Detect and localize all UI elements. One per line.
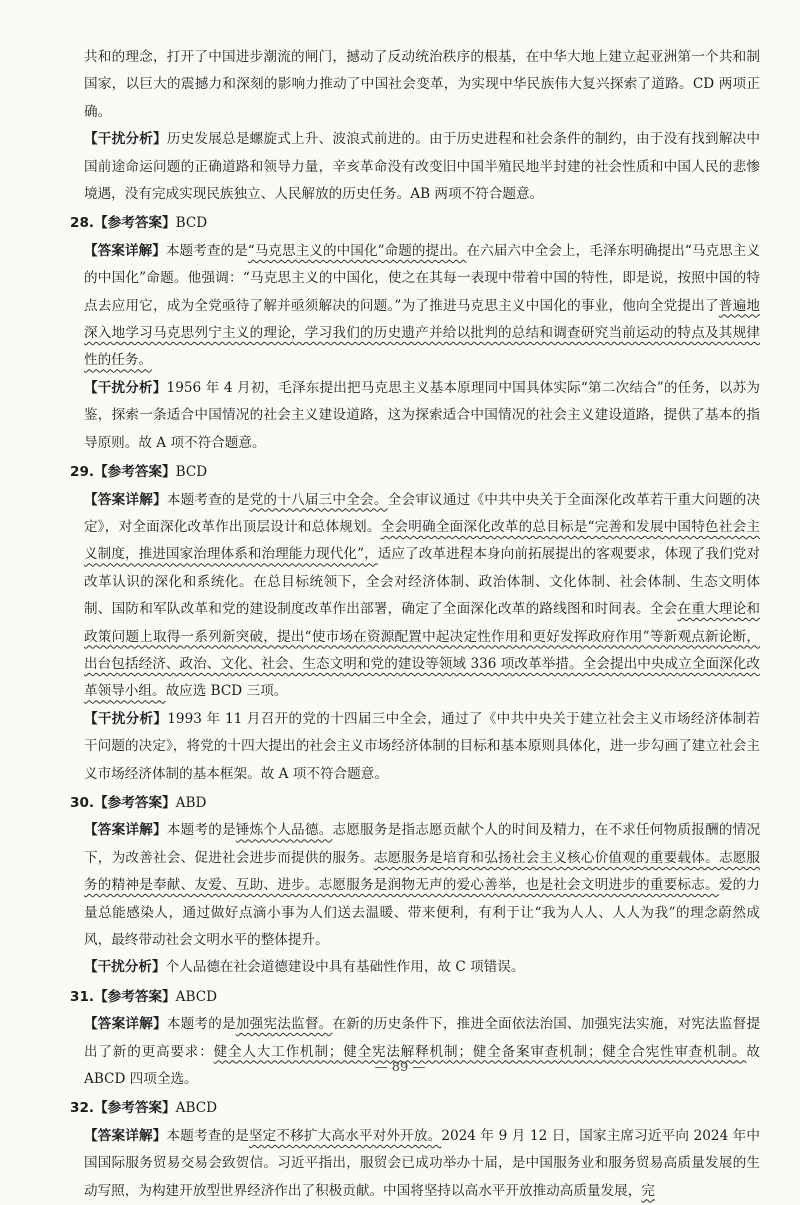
- question-31-answer: [70, 984, 760, 1011]
- answer-tag: 【参考答案】: [94, 464, 176, 481]
- interference-tag: 【干扰分析】: [84, 959, 166, 976]
- answer-value: ABCD: [175, 988, 218, 1005]
- paragraph-interference: [70, 126, 760, 208]
- underlined-text: 坚定不移扩大高水平对外开放。: [248, 1127, 442, 1144]
- text: 在六届六中全会上，毛泽东明确提出“马克思主义的中国化”命题。他强调：“马克思主义的中国化，使之在其每一表现中带着中国的特性，即是说，按照中国的特点去应用它，成为全党亟待了解并亟须解决的问题。”为了推进马克思主义中国化的事业，他向全党提出了: [84, 242, 761, 314]
- text: 适应了改革进程本身向前拓展提出的客观要求，体现了我们党对改革认识的深化和系统化。在总目标统领下，全会对经济体制、政治体制、文化体制、社会体制、生态文明体制、国防和军队改革和党的建设制度改革作出部署，确定了全面深化改革的路线图和时间表。全会: [84, 546, 761, 618]
- underlined-text: 志愿服务是培育和弘扬社会主义核心价值观的重要载体。志愿服务的精神是奉献、友爱、互助、进步。志愿服务是润物无声的爱心善举，也是社会文明进步的重要标志。: [84, 849, 761, 894]
- answer-page: [70, 44, 760, 1205]
- paragraph-continuation: [70, 44, 760, 126]
- question-32-answer: [70, 1095, 760, 1122]
- question-number: 28.: [70, 215, 95, 232]
- detail-tag: 【答案详解】: [84, 491, 167, 508]
- detail-tag: 【答案详解】: [84, 1127, 167, 1144]
- interference-tag: 【干扰分析】: [84, 379, 167, 396]
- text: 爱的力量总能感染人，通过做好点滴小事为人们送去温暖、带来便利，有利于让“我为人人、人人为我”的理念蔚然成风，最终带动社会文明水平的整体提升。: [84, 877, 761, 948]
- text: 共和的理念，打开了中国进步潮流的闸门，撼动了反动统治秩序的根基，在中华大地上建立起亚洲第一个共和制国家，以巨大的震撼力和深刻的影响力推动了中国社会变革，为实现中华民族伟大复兴探索了道路。CD 两项正确。: [84, 49, 760, 120]
- question-29-answer: [70, 459, 760, 486]
- underlined-text: 锤炼个人品德。: [235, 822, 333, 839]
- detail-tag: 【答案详解】: [84, 242, 166, 259]
- text: 本题考的是: [166, 822, 236, 839]
- underlined-text: 普遍地深入地学习马克思列宁主义的理论，学习我们的历史遗产并给以批判的总结和调查研究当前运动的特点及其规律性的任务。: [84, 297, 760, 369]
- underlined-text: 加强宪法监督。: [235, 1016, 333, 1033]
- answer-value: ABD: [175, 794, 207, 811]
- question-28-interference: [70, 375, 760, 457]
- answer-tag: 【参考答案】: [94, 794, 176, 811]
- underlined-text: 健全人大工作机制；健全宪法解释机制；健全备案审查机制；健全合宪性审查机制。: [213, 1043, 747, 1060]
- underlined-text: “马克思主义的中国化”命题的提出。: [247, 242, 467, 259]
- question-29-detail: [70, 487, 760, 706]
- interference-tag: 【干扰分析】: [84, 710, 168, 727]
- question-number: 30.: [70, 794, 95, 811]
- underlined-text: 完: [641, 1182, 655, 1199]
- text: 本题考查的是: [165, 242, 248, 259]
- underlined-text: 在重大理论和政策问题上取得一系列新突破，提出“使市场在资源配置中起决定性作用和更好发挥政府作用”等新观点新论断，出台包括经济、政治、文化、社会、生态文明和党的建设等领域 336 项改革举措。全会提出中央成立全面深化改革领导小组。: [84, 601, 761, 700]
- detail-tag: 【答案详解】: [84, 1016, 167, 1033]
- question-30-detail: [70, 817, 760, 954]
- question-31-detail: [70, 1011, 760, 1093]
- detail-tag: 【答案详解】: [84, 822, 167, 839]
- question-number: 32.: [70, 1100, 95, 1117]
- text: 个人品德在社会道德建设中具有基础性作用，故 C 项错误。: [165, 959, 525, 976]
- question-28-detail: [70, 238, 760, 375]
- question-30-answer: [70, 790, 760, 817]
- text: 本题考查的是: [166, 491, 250, 508]
- question-32-detail: [70, 1123, 760, 1205]
- text: 历史发展总是螺旋式上升、波浪式前进的。由于历史进程和社会条件的制约，由于没有找到解决中国前途命运问题的正确道路和领导力量，辛亥革命没有改变旧中国半殖民地半封建的社会性质和中国人民的悲惨境遇，没有完成实现民族独立、人民解放的历史任务。AB 两项不符合题意。: [84, 131, 761, 203]
- text: 故应选 BCD 三项。: [165, 683, 288, 700]
- question-30-interference: [70, 954, 760, 981]
- text: 1993 年 11 月召开的党的十四届三中全会，通过了《中共中央关于建立社会主义市场经济体制若干问题的决定》，将党的十四大提出的社会主义市场经济体制的目标和基本原则具体化，进一步勾画了建立社会主义市场经济体制的基本框架。故 A 项不符合题意。: [84, 710, 760, 782]
- answer-tag: 【参考答案】: [94, 1100, 176, 1117]
- question-number: 29.: [70, 464, 95, 481]
- text: 本题考的是: [166, 1016, 236, 1033]
- text: 故 ABCD 四项全选。: [84, 1043, 761, 1088]
- text: 志愿服务是指志愿贡献个人的时间及精力，在不求任何物质报酬的情况下，为改善社会、促进社会进步而提供的服务。: [84, 822, 761, 866]
- text: 1956 年 4 月初，毛泽东提出把马克思主义基本原理同中国具体实际“第二次结合”的任务，以苏为鉴，探索一条适合中国情况的社会主义建设道路，这为探索适合中国情况的社会主义建设道路，提供了基本的指导原则。故 A 项不符合题意。: [84, 379, 761, 451]
- underlined-text: 全会明确全面深化改革的总目标是“完善和发展中国特色社会主义制度，推进国家治理体系和治理能力现代化”，: [84, 518, 760, 563]
- question-29-interference: [70, 706, 760, 788]
- interference-tag: 【干扰分析】: [84, 131, 167, 148]
- underlined-text: 党的十八届三中全会。: [249, 491, 388, 508]
- text: 在新的历史条件下，推进全面依法治国、加强宪法实施，对宪法监督提出了新的更高要求：: [84, 1016, 761, 1060]
- answer-value: BCD: [175, 464, 208, 481]
- answer-value: ABCD: [175, 1100, 218, 1117]
- answer-tag: 【参考答案】: [94, 215, 176, 232]
- text: 2024 年 9 月 12 日，国家主席习近平向 2024 年中国国际服务贸易交易会致贺信。习近平指出，服贸会已成功举办十届，是中国服务业和服务贸易高质量发展的生动写照，为构建开放型世界经济作出了积极贡献。中国将坚持以高水平开放推动高质量发展，: [84, 1127, 761, 1199]
- answer-tag: 【参考答案】: [94, 988, 176, 1005]
- text: 本题考查的是: [166, 1127, 249, 1144]
- question-number: 31.: [70, 988, 95, 1005]
- text: 全会审议通过《中共中央关于全面深化改革若干重大问题的决定》，对全面深化改革作出顶层设计和总体规划。: [84, 491, 761, 535]
- answer-value: BCD: [175, 215, 208, 232]
- question-28-answer: [70, 210, 760, 237]
- page-number: — 89 —: [374, 1060, 426, 1075]
